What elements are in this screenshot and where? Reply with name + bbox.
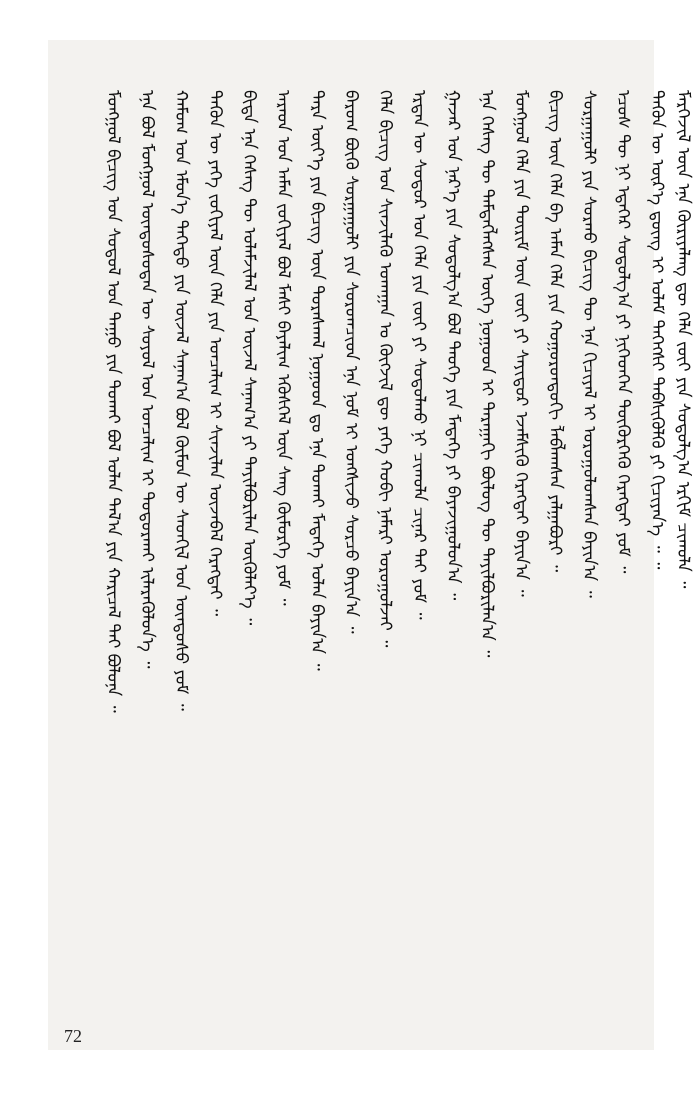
book-page [48,40,693,1050]
text-column: ᠡᠴᠦᠰ ᠲᠦ ᠨᠢ ᠡᠳᠡᠭᠡᠷ ᠰᠤᠳᠤᠯᠭ᠎ᠠ ᠶᠢ ᠨᠢᠭᠡᠳᠭᠡᠨ ᠳᠦᠭᠦᠷᠭᠡᠬᠦ ᠬᠡᠷᠡᠭᠲᠡᠢ ᠶᠤᠮ ᠃ [613,90,633,574]
vertical-text-block [102,90,698,1070]
text-column: ᠪᠠᠷᠤᠭ ᠪᠦᠬᠦ ᠰᠤᠷᠭᠠᠭᠤᠯᠢ ᠶᠢᠨ ᠰᠤᠷᠤᠭᠴᠢᠳ ᠡᠨᠡ ᠨᠣᠮ ᠢ ᠤᠩᠰᠢᠵᠤ ᠰᠤᠷᠴᠤ ᠪᠠᠶᠢᠨ᠎ᠠ ᠃ [341,90,361,634]
text-column: ᠲᠡᠭᠦᠨ ᠦ ᠦᠷ᠎ᠡ ᠳ᠋ᠦᠩ ᠢ ᠤᠯᠠᠮ ᠳᠡᠭᠡᠭᠰᠢ ᠳᠡᠪᠰᠢᠭᠦᠯᠬᠦ ᠶᠢ ᠬᠢᠴᠢᠶᠡᠨ᠎ᠡ ᠃ ᠃ [647,90,667,570]
text-column: ᠬᠠᠮᠤᠭ ᠤᠨ ᠡᠮᠦᠨ᠎ᠡ ᠳᠡᠭᠡᠳᠦ ᠶᠢᠨ ᠦᠵᠡᠯ ᠰᠠᠨᠠᠭ᠎ᠠ ᠪᠣᠯ ᠬᠦᠮᠦᠨ ᠦ ᠰᠡᠳᠬᠢᠯ ᠤᠨ ᠦᠨᠳᠦᠰᠦ ᠶᠤᠮ ᠃ [171,90,191,711]
text-column: ᠭᠠᠵᠠᠷ ᠤᠨ ᠨᠡᠷ᠎ᠡ ᠶᠢᠨ ᠰᠤᠳᠤᠯᠭ᠎ᠠ ᠪᠣᠯ ᠲᠡᠦᠬᠡ ᠶᠢᠨ ᠮᠡᠳᠡᠭᠡ ᠶᠢ ᠪᠠᠶᠠᠵᠢᠭᠤᠯᠤᠨ᠎ᠠ ᠃ [443,90,463,601]
text-column: ᠬᠡᠯᠡ ᠪᠢᠴᠢᠭ ᠤᠨ ᠰᠢᠨᠵᠢᠯᠡᠬᠦ ᠤᠬᠠᠭᠠᠨ ᠤ ᠬᠦᠭᠵᠢᠯ ᠳᠦ ᠶᠡᠬᠡ ᠬᠤᠪᠢ ᠨᠡᠮᠡᠷᠢ ᠣᠷᠣᠭᠤᠯᠵᠠᠢ ᠃ [375,90,395,648]
text-column: ᠪᠢᠴᠢᠭ ᠦᠨ ᠬᠡᠯᠡ ᠪᠠ ᠠᠮᠠᠨ ᠬᠡᠯᠡ ᠶᠢᠨ ᠬᠣᠭᠣᠷᠣᠨᠳᠤᠬᠢ ᠯᠠᠪᠯᠠᠭᠰᠠᠨ ᠶᠠᠯᠭᠠᠪᠣᠷᠢ ᠃ [545,90,565,573]
page-number: 72 [64,1026,82,1046]
text-column: ᠡᠨᠡ ᠪᠣᠯ ᠮᠣᠩᠭᠣᠯ ᠦᠨᠳᠦᠰᠦᠲᠡᠨ ᠦ ᠰᠤᠶᠤᠯ ᠤᠨ ᠣᠨᠴᠠᠯᠢᠭ ᠢ ᠲᠣᠳᠣᠷᠬᠠᠢ ᠢᠯᠡᠷᠡᠭᠦᠯᠦᠨ᠎ᠡ ᠃ [137,90,157,669]
text-column: ᠰᠤᠷᠭᠠᠭᠤᠯᠢ ᠶᠢᠨ ᠰᠤᠷᠬᠤ ᠪᠢᠴᠢᠭ ᠲᠦ ᠡᠨᠡ ᠬᠢᠴᠢᠶᠡᠯ ᠢ ᠣᠷᠣᠭᠤᠯᠤᠭᠰᠠᠨ ᠪᠠᠶᠢᠨ᠎ᠠ ᠃ [579,90,599,598]
text-column: ᠲᠡᠷᠡ ᠦᠶ᠎ᠡ ᠶᠢᠨ ᠪᠢᠴᠢᠭ ᠦᠨ ᠳᠤᠷᠠᠰᠬᠠᠯ ᠨᠤᠭᠤᠳ ᠳᠤ ᠡᠨᠡ ᠲᠤᠬᠠᠢ ᠮᠡᠳᠡᠭᠡ ᠣᠯᠠᠨ ᠪᠠᠶᠢᠨ᠎ᠠ ᠃ [307,90,327,671]
text-column: ᠠᠷᠠᠳ ᠤᠨ ᠠᠮᠠᠨ ᠵᠣᠬᠢᠶᠠᠯ ᠪᠣᠯ ᠮᠠᠰᠢ ᠪᠠᠶᠠᠯᠢᠭ ᠡᠬᠦᠰᠬᠡᠯ ᠦᠨ ᠰᠠᠩ ᠬᠥᠮᠥᠷᠭᠡ ᠶᠤᠮ ᠃ [273,90,293,606]
text-column: ᠪᠢᠳᠡ ᠡᠨᠡ ᠬᠡᠰᠡᠭ ᠲᠦ ᠤᠯᠠᠮᠵᠢᠯᠠᠯ ᠤᠨ ᠦᠵᠡᠯ ᠰᠠᠨᠠᠭ᠎ᠠ ᠶᠢ ᠲᠠᠶᠢᠯᠪᠤᠷᠢᠯᠠᠨ ᠦᠭᠦᠯᠡᠶ᠎ᠡ ᠃ [239,90,259,626]
text-column: ᠲᠡᠭᠦᠨ ᠦ ᠶᠡᠬᠡ ᠵᠣᠬᠢᠶᠠᠯ ᠦᠨ ᠬᠡᠯᠡ ᠶᠢᠨ ᠣᠨᠴᠠᠯᠢᠭ ᠢ ᠰᠢᠨᠵᠢᠯᠡᠨ ᠦᠵᠡᠪᠡᠯ ᠬᠡᠷᠡᠭᠲᠡᠢ ᠃ [205,90,225,617]
text-column: ᠡᠷᠲᠡᠨ ᠦ ᠰᠤᠳᠤᠷ ᠤᠨ ᠬᠡᠯᠡ ᠶᠢᠨ ᠵᠦᠢ ᠶᠢ ᠰᠤᠳᠤᠯᠬᠤ ᠨᠢ ᠴᠢᠬᠤᠯᠠ ᠴᠢᠨᠠᠷ ᠲᠠᠢ ᠶᠤᠮ ᠃ [409,90,429,620]
text-column: ᠮᠣᠩᠭᠣᠯ ᠬᠡᠯᠡ ᠶᠢᠨ ᠳᠦᠷᠢᠮ ᠦᠨ ᠵᠦᠢ ᠶᠢ ᠰᠠᠶᠢᠲᠤᠷ ᠡᠵᠡᠮᠰᠢᠬᠦ ᠬᠡᠷᠡᠭᠲᠡᠢ ᠪᠠᠶᠢᠨ᠎ᠠ ᠃ [511,90,531,597]
text-column: ᠮᠡᠷᠭᠡᠵᠢᠯ ᠦᠨ ᠡᠨᠡ ᠬᠦᠷᠢᠶᠡᠯᠡᠩ ᠳᠦ ᠬᠡᠯᠡ ᠵᠦᠢ ᠶᠢᠨ ᠰᠤᠳᠤᠯᠭ᠎ᠠ ᠡᠷᠬᠢᠮ ᠴᠢᠬᠤᠯᠠ ᠃ [673,90,693,589]
text-column: ᠮᠣᠩᠭᠣᠯ ᠪᠢᠴᠢᠭ ᠤᠨ ᠰᠤᠳᠤᠯ ᠤᠨ ᠳᠠᠭᠤ ᠶᠢᠨ ᠲᠤᠬᠠᠢ ᠪᠤᠯ ᠣᠯᠠᠨ ᠲᠠᠯ᠎ᠠ ᠶᠢᠨ ᠬᠠᠷᠢᠴᠠᠯ ᠲᠠᠶ ᠪᠣᠯᠤᠨᠠ ᠃ [103,90,123,713]
text-column: ᠡᠨᠡ ᠬᠡᠰᠡᠭ ᠲᠦ ᠲᠡᠮᠳᠡᠭᠯᠡᠭᠰᠡᠨ ᠦᠭᠡ ᠨᠤᠭᠤᠳ ᠢ ᠳᠠᠷᠠᠭᠠᠬᠢ ᠪᠦᠯᠦᠭ ᠲᠦ ᠲᠠᠶᠢᠯᠪᠤᠷᠢᠯᠠᠨ᠎ᠠ ᠃ [477,90,497,658]
